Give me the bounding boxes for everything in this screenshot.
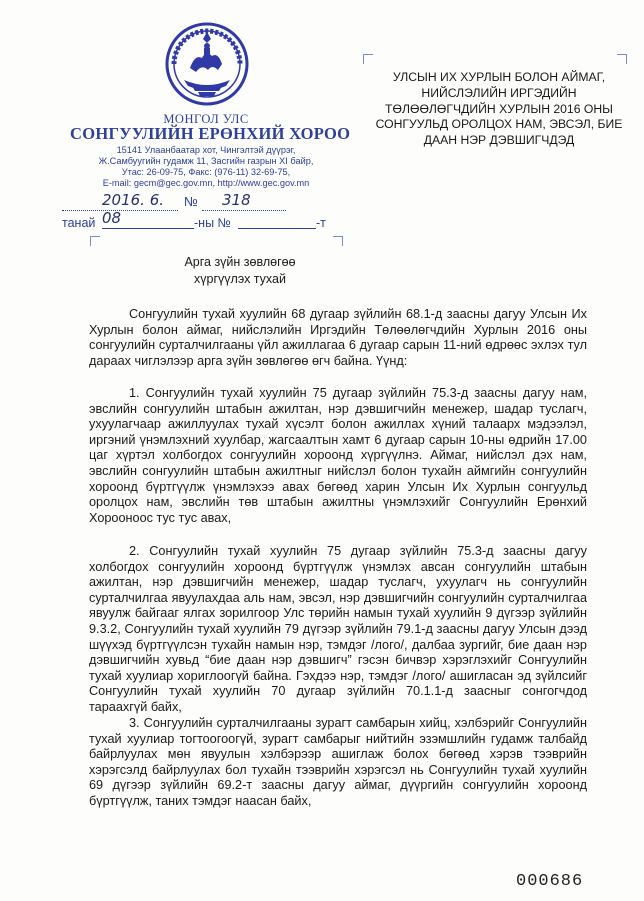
bracket-corner-icon: [333, 236, 343, 246]
serial-number: 000686: [516, 872, 584, 891]
subject: [155, 254, 325, 287]
item-paragraph: [89, 544, 587, 716]
bracket-corner-icon: [363, 54, 373, 64]
reply-date-field: [102, 213, 194, 229]
body-paragraph: 1. Сонгуулийн тухай хуулийн 75 дугаар зүйлийн 75.3-д заасны дагуу нам, эвслийн сонгуулийн штабын ажилтан, нэр дэвшигчийн менежер, шадар туслагч, ухуулагчаар ажиллуулах тухай хүсэлт болон ажиллах хүний талаарх мэдээлэл, иргэний үнэмлэхний хуулбар, жагсаалтын хамт 6 дугаар сарын 10-ны өдрийн 17.00 цаг хүртэл холбогдох сонгуулийн хороонд хүргүүлнэ. Аймаг, нийслэл дэх нам, эвслийн сонгуулийн штабын ажилтныг нийслэл болон тухайн аймгийн сонгуулийн хороонд бүртгүүлж үнэмлэхээ авах бөгөөд харин Улсын Их Хурлын сонгуульд оролцох нам, эвслийн төв штабын ажилтны үнэмлэхийг Сонгуулийн Ерөнхий Хорооноос тус тус авах,: [89, 386, 587, 525]
address-line: Ж.Самбуугийн гудамж 11, Засгийн газрын XI байр,: [98, 156, 314, 166]
number-handwritten: 318: [222, 191, 251, 209]
item-paragraph: [89, 716, 587, 810]
address-line: E-mail: gecm@gec.gov.mn, http://www.gec.gov.mn: [102, 178, 310, 188]
item-paragraph: [89, 386, 587, 526]
state-emblem-icon: [162, 22, 252, 106]
bracket-corner-icon: [90, 236, 100, 246]
date-handwritten: 2016. 6. 08: [102, 191, 165, 227]
number-field: [202, 193, 286, 211]
address-line: 15141 Улаанбаатар хот, Чингэлтэй дүүрэг,: [116, 145, 296, 155]
reply-label-prefix: танай: [62, 216, 96, 230]
subject-line: хүргүүлэх тухай: [194, 271, 286, 286]
recipient-block: УЛСЫН ИХ ХУРЛЫН БОЛОН АЙМАГ, НИЙСЛЭЛИЙН ИРГЭДИЙН ТӨЛӨӨЛӨГЧДИЙН ХУРЛЫН 2016 ОНЫ СОНГУУЛЬД ОРОЛЦОХ НАМ, ЭВСЭЛ, БИЕ ДААН НЭР ДЭВШИГЧДЭД: [375, 70, 623, 148]
reply-number-field: [238, 213, 316, 229]
reply-label-mid: -ны №: [194, 216, 231, 230]
org-country: МОНГОЛ УЛС: [163, 112, 249, 126]
org-name: СОНГУУЛИЙН ЕРӨНХИЙ ХОРОО: [70, 124, 351, 143]
number-label: №: [184, 194, 198, 209]
address-line: Утас: 26-09-75, Факс: (976-11) 32-69-75,: [121, 167, 291, 177]
body-paragraph: 3. Сонгуулийн сурталчилгааны зурагт самбарын хийц, хэлбэрийг Сонгуулийн тухай хуулиар тогтоогоогүй, зурагт самбарыг нийтийн эзэмшлийн гудамж талбайд байрлуулах мөн явуулын хэлбэрээр ашиглаж болох бөгөөд хэрэв тээврийн хэрэгсэлд байрлуулах бол тухайн тээврийн хэрэгсэл нь Сонгуулийн тухай хуулийн 69 дүгээр зүйлийн 69.2-т заасны дагуу аймаг, дүүргийн сонгуулийн хороонд бүртгүүлж, таних тэмдэг наасан байх,: [89, 716, 587, 808]
reply-label-suffix: -т: [316, 216, 326, 230]
body-paragraph: Сонгуулийн тухай хуулийн 68 дугаар зүйлийн 68.1-д заасны дагуу Улсын Их Хурлын болон аймаг, нийслэлийн Иргэдийн Төлөөлөгчдийн Хурлын 2016 оны сонгуулийн сурталчилгааны үйл ажиллагаа 6 дугаар сарын 11-ний өдрөөс эхлэх тул дараах чиглэлээр арга зүйн зөвлөгөө өгч байна. Үүнд:: [89, 307, 587, 368]
org-address: [70, 145, 342, 189]
body-paragraph: 2. Сонгуулийн тухай хуулийн 75 дугаар зүйлийн 75.3-д заасны дагуу холбогдох сонгуулийн хороонд бүртгүүлж үнэмлэх авсан сонгуулийн штабын ажилтан, нэр дэвшигчийн менежер, шадар туслагч, ухуулагч нь сонгуулийн сурталчилгаа явуулахдаа аль нам, эвсэл, нэр дэвшигчийн сонгуулийн сурталчилгаа явуулж байгааг ялгах зорилгоор Улс төрийн намын тухай хуулийн 9 дүгээр зүйлийн 9.3.2, Сонгуулийн тухай хуулийн 79 дүгээр зүйлийн 79.1-д заасны дагуу Улсын дээд шүүхэд бүртгүүлсэн тухайн намын нэр, тэмдэг /лого/, далбаа зургийг, бие даан нэр дэвшигчийн хувьд “бие даан нэр дэвшигч” гэсэн бичвэр хэрэглэхийг Сонгуулийн тухай хуулиар хориглоогүй байна. Гэхдээ нэр, тэмдэг /лого/ ашигласан эд зүйлсийг Сонгуулийн тухай хуулийн 70 дугаар зүйлийн 70.1.1-д заасныг сонгогчдод тараахгүй байх,: [89, 544, 587, 714]
intro-paragraph: [89, 307, 587, 369]
bracket-corner-icon: [617, 54, 627, 64]
reply-reference-line: [62, 213, 342, 233]
subject-line: Арга зүйн зөвлөгөө: [184, 255, 296, 269]
